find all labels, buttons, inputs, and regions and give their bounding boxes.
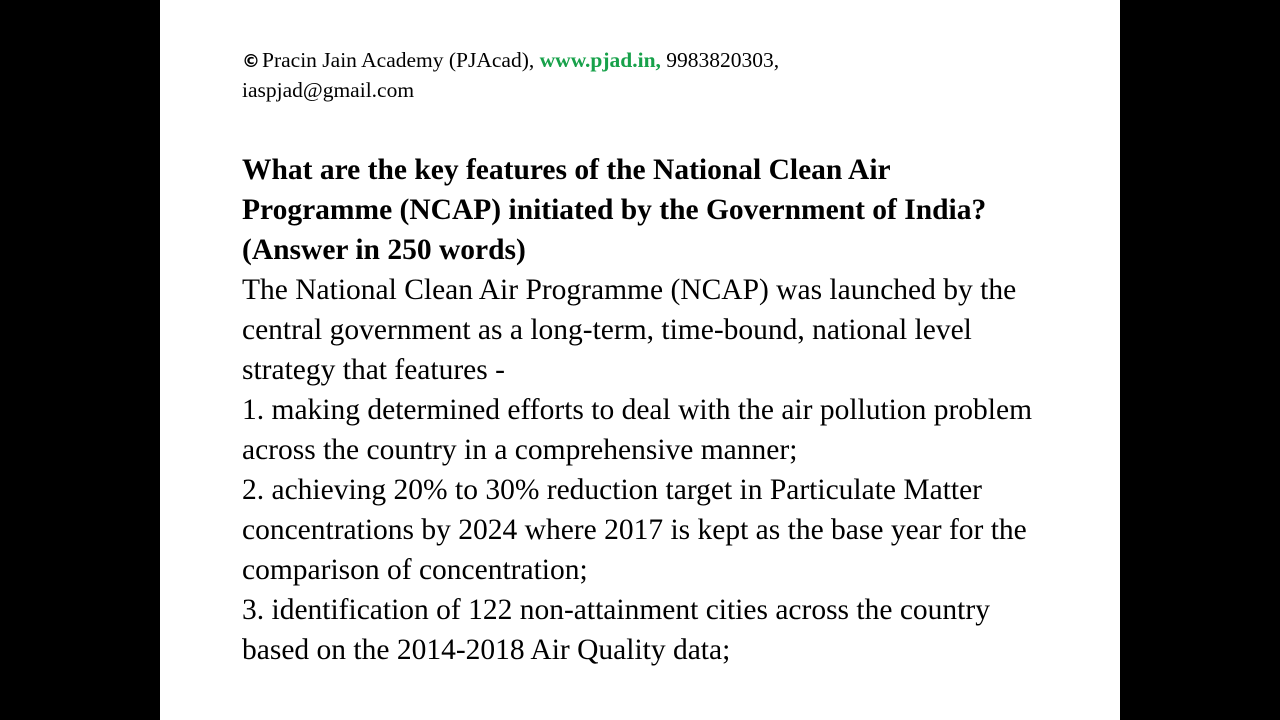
phone-number: 9983820303,	[666, 48, 780, 72]
copyright-icon: ©	[242, 51, 260, 72]
slide	[160, 0, 1120, 720]
slide-header	[242, 46, 942, 104]
list-item: 2. achieving 20% to 30% reduction target in Particulate Matter concentrations by 2024 where 2017 is kept as the base year for the comparison of concentration;	[242, 474, 1027, 586]
org-name: Pracin Jain Academy (PJAcad),	[262, 48, 535, 72]
email-address: iaspjad@gmail.com	[242, 78, 415, 102]
website-link[interactable]: www.pjad.in,	[539, 48, 661, 72]
slide-body	[242, 150, 1042, 670]
list-item: 3. identification of 122 non-attainment cities across the country based on the 2014-2018 Air Quality data;	[242, 594, 990, 666]
list-item: 1. making determined efforts to deal with the air pollution problem across the country in a comprehensive manner;	[242, 394, 1033, 466]
question-heading: What are the key features of the National Clean Air Programme (NCAP) initiated by the Government of India? (Answer in 250 words)	[242, 154, 987, 266]
intro-paragraph: The National Clean Air Programme (NCAP) was launched by the central government as a long-term, time-bound, national level strategy that features -	[242, 274, 1017, 386]
